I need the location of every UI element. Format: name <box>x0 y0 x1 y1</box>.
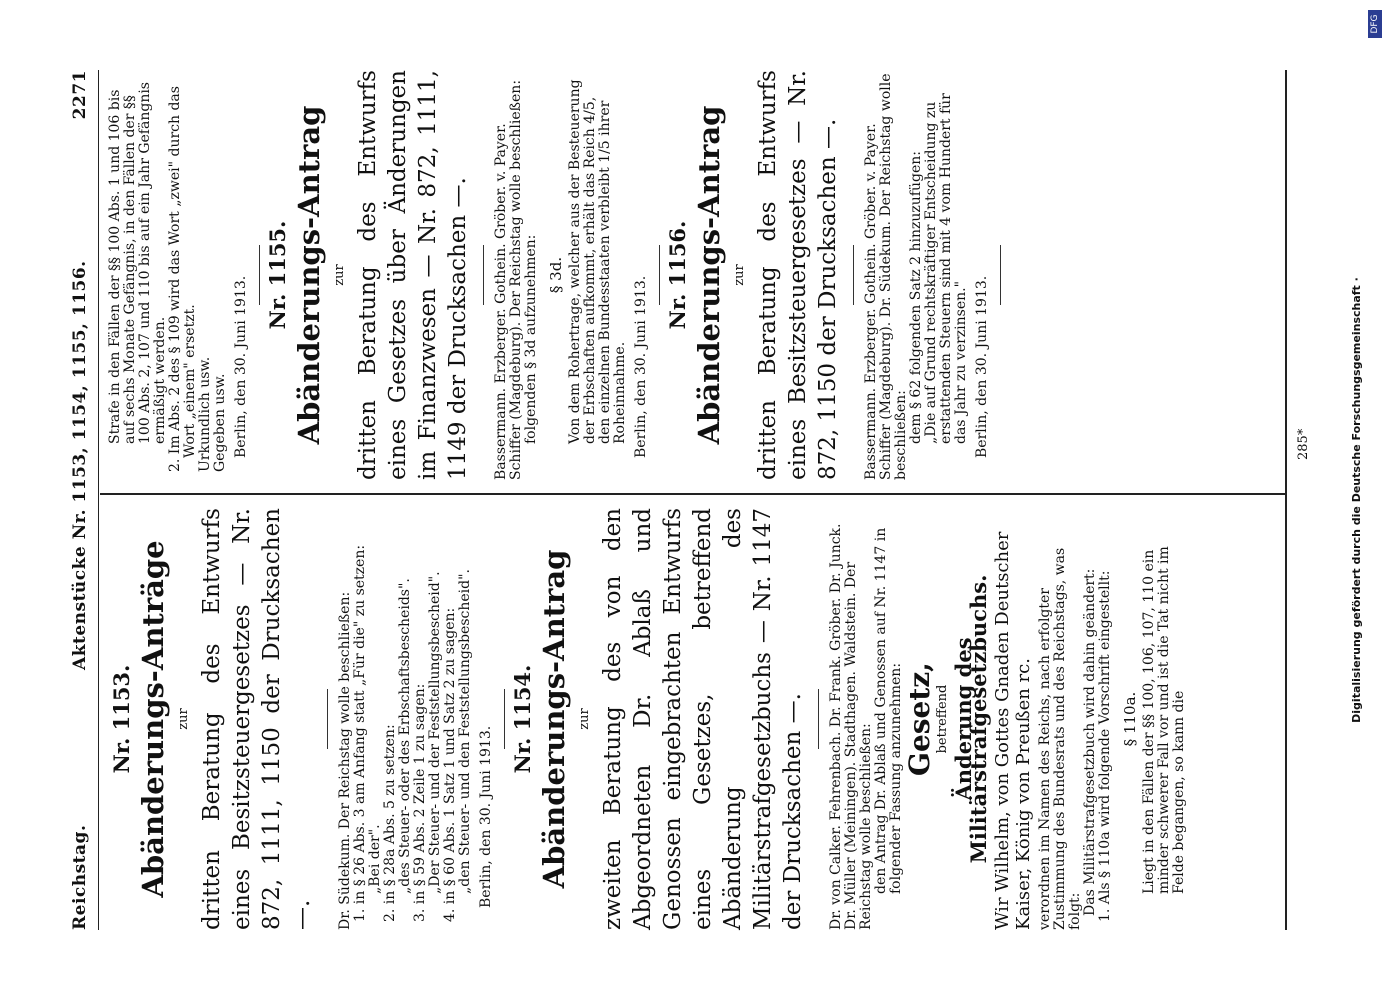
als-110a: 1. Als § 110a wird folgende Vorschrift eingestellt: <box>1097 570 1113 922</box>
title-1155: Abänderungs-Antrag <box>292 105 326 445</box>
separator <box>659 245 660 305</box>
proposer-1: Dr. Südekum. Der Reichstag wolle beschließen: <box>337 591 353 930</box>
body-1156: dritten Beratung des Entwurfs eines Besitzsteuergesetzes — Nr. 872, 1150 der Drucksachen —. <box>755 70 841 480</box>
item-4: 4. in § 60 Abs. 1 Satz 1 und Satz 2 zu sagen: <box>442 607 458 922</box>
gesetz-subtitle: Änderung des Militärstrafgesetzbuchs. <box>951 574 991 864</box>
von-dem: Von dem Rohertrage, welcher aus der Besteuerung der Erbschaften aufkommt, erhält das Reich 4/5, den einzelnen Bundesstaaten verbleibt 1/5 ihrer Roheinnahme. <box>567 79 628 444</box>
zur-2: zur <box>577 708 592 730</box>
separator <box>818 689 819 749</box>
nr-1155: Nr. 1155. <box>265 220 290 330</box>
page-header <box>60 70 99 930</box>
folgenden: folgenden § 3d aufzunehmen: <box>523 234 539 444</box>
date-right-2: Berlin, den 30. Juni 1913. <box>633 275 649 458</box>
zur-1: zur <box>176 708 191 730</box>
gegeben: Gegeben usw. <box>212 373 228 472</box>
verordnen: verordnen im Namen des Reichs, nach erfolgter Zustimmung des Bundesrats und des Reichstags, was folgt: <box>1037 547 1083 930</box>
antrag: den Antrag Dr. Ablaß und Genossen auf Nr. 1147 in folgender Fassung anzunehmen: <box>873 527 904 894</box>
header-center: Aktenstücke Nr. 1153, 1154, 1155, 1156. <box>70 260 90 670</box>
header-left: Reichstag. <box>70 824 90 930</box>
proposer-2: Dr. von Calker. Fehrenbach. Dr. Frank. Gröber. Dr. Junck. Dr. Müller (Meiningen). Stadthagen. Waldstein. Der Reichstag wolle beschließen: <box>828 523 874 930</box>
liegt: Liegt in den Fällen der §§ 100, 106, 107, 110 ein minder schwerer Fall vor und ist die Tat nicht im Felde begangen, so kann die <box>1141 546 1187 894</box>
separator <box>327 689 328 749</box>
column-divider <box>100 494 1285 496</box>
proposer-1155: Bassermann. Erzberger. Gothein. Gröber. v. Payer. Schiffer (Magdeburg). Der Reichstag wolle beschließen: <box>493 79 524 480</box>
page-number: 2271 <box>70 70 90 120</box>
separator <box>504 689 505 749</box>
dem-62: dem § 62 folgenden Satz 2 hinzuzufügen: <box>908 151 924 444</box>
title-1156: Abänderungs-Antrag <box>692 105 726 445</box>
urkundlich: Urkundlich usw. <box>197 356 213 472</box>
separator <box>483 245 484 305</box>
left-column <box>108 508 1187 930</box>
right-column <box>108 70 1011 480</box>
zur-1156: zur <box>732 264 747 286</box>
wir-wilhelm: Wir Wilhelm, von Gottes Gnaden Deutscher Kaiser, König von Preußen rc. <box>992 531 1034 930</box>
para-3d: § 3d. <box>547 256 565 294</box>
date-right-3: Berlin, den 30. Juni 1913. <box>974 275 990 458</box>
betreffend: betreffend <box>935 684 950 754</box>
title-1154: Abänderungs-Antrag <box>537 549 571 889</box>
item-2: 2. in § 28a Abs. 5 zu setzen: <box>382 724 398 922</box>
item-2-quote: „des Steuer- oder des Erbschaftsbescheids". <box>397 578 413 894</box>
body-1155: dritten Beratung des Entwurfs eines Gesetzes über Änderungen im Finanzwesen — Nr. 872, 1111, 1149 der Drucksachen —. <box>355 70 471 480</box>
item-3-quote: „Der Steuer- und der Feststellungsbescheid". <box>427 571 443 894</box>
gesetz-title: Gesetz, <box>903 662 936 776</box>
signature-mark: 285* <box>1296 428 1311 460</box>
item-2-109: 2. Im Abs. 2 des § 109 wird das Wort „zwei" durch das Wort „einem" ersetzt. <box>167 86 198 472</box>
strafe: Strafe in den Fällen der §§ 100 Abs. 1 und 106 bis auf sechs Monate Gefängnis, in den Fällen der §§ 100 Abs. 2, 107 und 110 bis auf ein Jahr Gefängnis ermäßigt werden. <box>107 82 168 444</box>
digitization-note: Digitalisierung gefördert durch die Deutsche Forschungsgemeinschaft · <box>1350 277 1363 723</box>
title-1153: Abänderungs-Anträge <box>136 540 170 898</box>
body-1153: dritten Beratung des Entwurfs eines Besitzsteuergesetzes — Nr. 872, 1111, 1150 der Drucksachen —. <box>199 508 315 930</box>
nr-1156: Nr. 1156. <box>665 220 690 330</box>
separator <box>853 245 854 305</box>
item-4-quote: „den Steuer- und den Feststellungsbescheid". <box>457 569 473 894</box>
bottom-rule <box>1285 70 1287 930</box>
nr-1154: Nr. 1154. <box>510 664 535 774</box>
item-1-quote: „Bei der". <box>367 824 383 894</box>
nr-1153: Nr. 1153. <box>109 664 134 774</box>
item-1: 1. in § 26 Abs. 3 am Anfang statt „Für die" zu setzen: <box>352 544 368 922</box>
zur-1155: zur <box>332 264 347 286</box>
separator <box>1000 245 1001 305</box>
quote-62: „Die auf Grund rechtskräftiger Entscheidung zu erstattenden Steuern sind mit 4 vom Hundert für das Jahr zu verzinsen." <box>923 93 969 444</box>
das-militaer: Das Militärstrafgesetzbuch wird dahin geändert: <box>1082 568 1098 916</box>
separator <box>259 245 260 305</box>
dfg-logo: DFG <box>1368 10 1382 38</box>
date-right-1: Berlin, den 30. Juni 1913. <box>233 275 249 458</box>
item-3: 3. in § 59 Abs. 2 Zeile 1 zu sagen: <box>412 683 428 922</box>
body-1154: zweiten Beratung des von den Abgeordneten Dr. Ablaß und Genossen eingebrachten Entwurfs eines Gesetzes, betreffend Abänderung des Militärstrafgesetzbuchs — Nr. 1147 der Drucksachen —. <box>600 508 806 930</box>
para-110a: § 110a. <box>1121 691 1139 747</box>
proposer-1156: Bassermann. Erzberger. Gothein. Gröber. v. Payer. Schiffer (Magdeburg). Dr. Südekum. Der Reichstag wolle beschließen: <box>863 73 909 480</box>
date-1: Berlin, den 30. Juni 1913. <box>478 725 494 908</box>
